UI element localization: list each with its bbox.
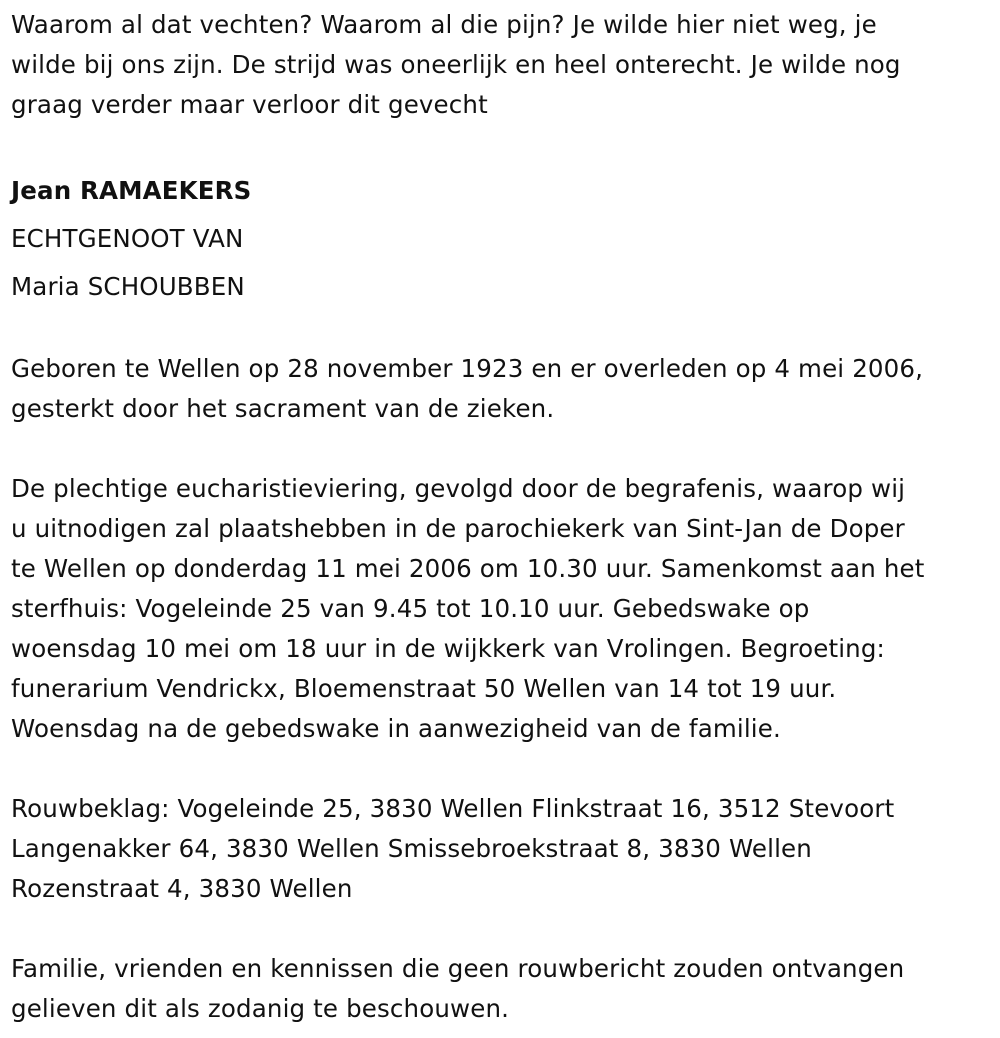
spouse-name: Maria SCHOUBBEN [11, 272, 245, 301]
intro-line: wilde bij ons zijn. De strijd was oneerlijk en heel onterecht. Je wilde nog [11, 50, 901, 79]
closing-paragraph [11, 949, 991, 1029]
intro-paragraph [11, 0, 991, 125]
ceremony-line: sterfhuis: Vogeleinde 25 van 9.45 tot 10.10 uur. Gebedswake op [11, 594, 810, 623]
condolences-line: Langenakker 64, 3830 Wellen Smissebroekstraat 8, 3830 Wellen [11, 834, 812, 863]
ceremony-paragraph [11, 469, 991, 749]
ceremony-line: woensdag 10 mei om 18 uur in de wijkkerk van Vrolingen. Begroeting: [11, 634, 885, 663]
birth-death-line: gesterkt door het sacrament van de zieken. [11, 394, 555, 423]
ceremony-line: Woensdag na de gebedswake in aanwezigheid van de familie. [11, 714, 781, 743]
ceremony-line: u uitnodigen zal plaatshebben in de parochiekerk van Sint-Jan de Doper [11, 514, 905, 543]
intro-line: Waarom al dat vechten? Waarom al die pijn? Je wilde hier niet weg, je [11, 10, 877, 39]
ceremony-line: De plechtige eucharistieviering, gevolgd door de begrafenis, waarop wij [11, 474, 906, 503]
closing-line: Familie, vrienden en kennissen die geen rouwbericht zouden ontvangen [11, 954, 905, 983]
birth-death-paragraph [11, 349, 991, 429]
birth-death-line: Geboren te Wellen op 28 november 1923 en er overleden op 4 mei 2006, [11, 354, 924, 383]
condolences-line: Rouwbeklag: Vogeleinde 25, 3830 Wellen Flinkstraat 16, 3512 Stevoort [11, 794, 895, 823]
ceremony-line: te Wellen op donderdag 11 mei 2006 om 10.30 uur. Samenkomst aan het [11, 554, 925, 583]
intro-line: graag verder maar verloor dit gevecht [11, 90, 488, 119]
deceased-block [11, 167, 991, 311]
ceremony-line: funerarium Vendrickx, Bloemenstraat 50 Wellen van 14 tot 19 uur. [11, 674, 837, 703]
relation-label: ECHTGENOOT VAN [11, 224, 244, 253]
obituary-document [11, 0, 991, 1029]
condolences-line: Rozenstraat 4, 3830 Wellen [11, 874, 353, 903]
closing-line: gelieven dit als zodanig te beschouwen. [11, 994, 510, 1023]
deceased-name: Jean RAMAEKERS [11, 176, 252, 205]
condolences-paragraph [11, 789, 991, 909]
